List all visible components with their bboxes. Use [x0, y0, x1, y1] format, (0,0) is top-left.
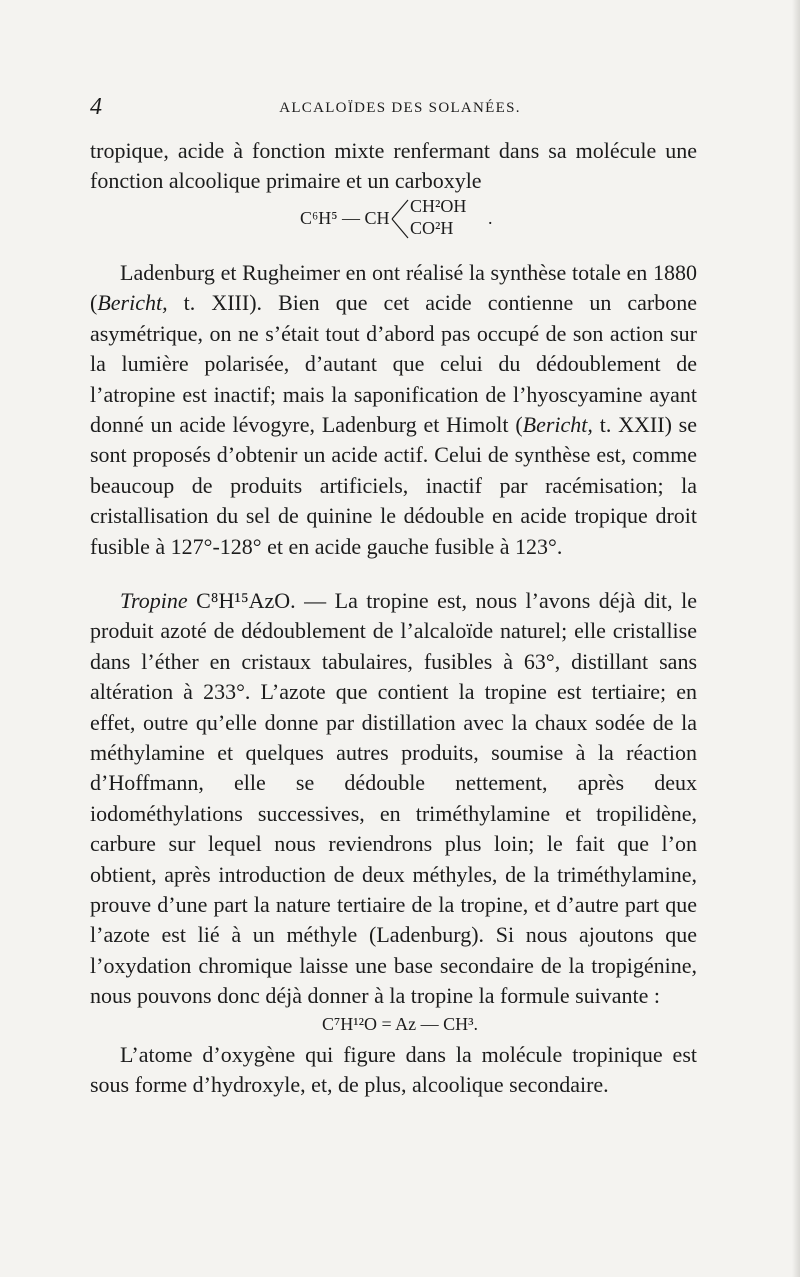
formula-carboxyl: CO²H [410, 218, 454, 238]
section-term-tropine: Tropine [120, 588, 188, 613]
paragraph-3-text [90, 586, 697, 1012]
citation-volume-1: t. XIII [167, 290, 250, 316]
formula-phenyl-part: C⁶H⁵ — CH [300, 208, 390, 228]
paragraph-2-text [90, 258, 697, 562]
paragraph-2 [90, 258, 697, 562]
formula-period: . [488, 208, 493, 228]
page-header [90, 94, 710, 124]
paragraph-3 [90, 586, 697, 1012]
page-number: 4 [90, 94, 102, 120]
para2-text-a: Ladenburg et Rugheimer en ont réalisé la synthèse totale en 1880 ( [90, 260, 697, 316]
running-title: ALCALOÏDES DES SOLANÉES. [279, 100, 521, 116]
paragraph-1-text: tropique, acide à fonction mixte renfermant dans sa molécule une fonction alcoolique primaire et un carboxyle [90, 138, 697, 194]
tropine-formula: C⁸H¹⁵AzO. [187, 588, 296, 613]
branch-brace-icon [388, 196, 410, 242]
para2-text-b: ). Bien que cet acide contienne un carbone asymétrique, on ne s’était tout d’abord pas occupé de son action sur la lumière polarisée, d’autant que celui du dédoublement de l’atropine est inactif; mais la saponification de l’hyoscyamine ayant donné un acide lévogyre, Ladenburg et Himolt ( [90, 290, 698, 438]
paragraph-4-text: L’atome d’oxygène qui figure dans la molécule tropinique est sous forme d’hydroxyle, et, de plus, alcoolique secondaire. [90, 1042, 697, 1098]
paragraph-4 [90, 1040, 697, 1101]
citation-journal-1: Bericht, [97, 290, 168, 316]
para2-text-c: ) se sont proposés d’obtenir un acide actif. Celui de synthèse est, comme beaucoup de produits artificiels, inactif par racémisation; la cristallisation du sel de quinine le dédouble en acide tropique droit fusible à 127°-128° et en acide gauche fusible à 123°. [90, 412, 698, 559]
formula-hydroxymethyl: CH²OH [410, 196, 467, 216]
formula-brace [388, 196, 410, 247]
page-edge-shadow [792, 0, 800, 1277]
citation-journal-2: Bericht, [522, 412, 593, 438]
paragraph-1 [90, 136, 697, 197]
tropine-structure-formula: C⁷H¹²O = Az — CH³. [321, 1014, 479, 1034]
tropic-acid-formula [300, 196, 520, 244]
paragraph-3-body: — La tropine est, nous l’avons déjà dit, le produit azoté de dédoublement de l’alcaloïde naturel; elle cristallise dans l’éther en cristaux tabulaires, fusibles à 63°, distillant sans altération à 233°. L’azote que contient la tropine est tertiaire; en effet, outre qu’elle donne par distillation avec la chaux sodée de la méthylamine et quelques autres produits, soumise à la réaction d’Hoffmann, elle se dédouble nettement, après deux iodométhylations successives, en triméthylamine et tropilidène, carbure sur lequel nous reviendrons plus loin; le fait que l’on obtient, après introduction de deux méthyles, de la triméthylamine, prouve d’une part la nature tertiaire de la tropine, et d’autre part que l’azote est lié à un méthyle (Ladenburg). Si nous ajoutons que l’oxydation chromique laisse une base secondaire de la tropigénine, nous pouvons donc déjà donner à la tropine la formule suivante : [90, 588, 697, 1009]
citation-volume-2: t. XXII [592, 412, 665, 438]
